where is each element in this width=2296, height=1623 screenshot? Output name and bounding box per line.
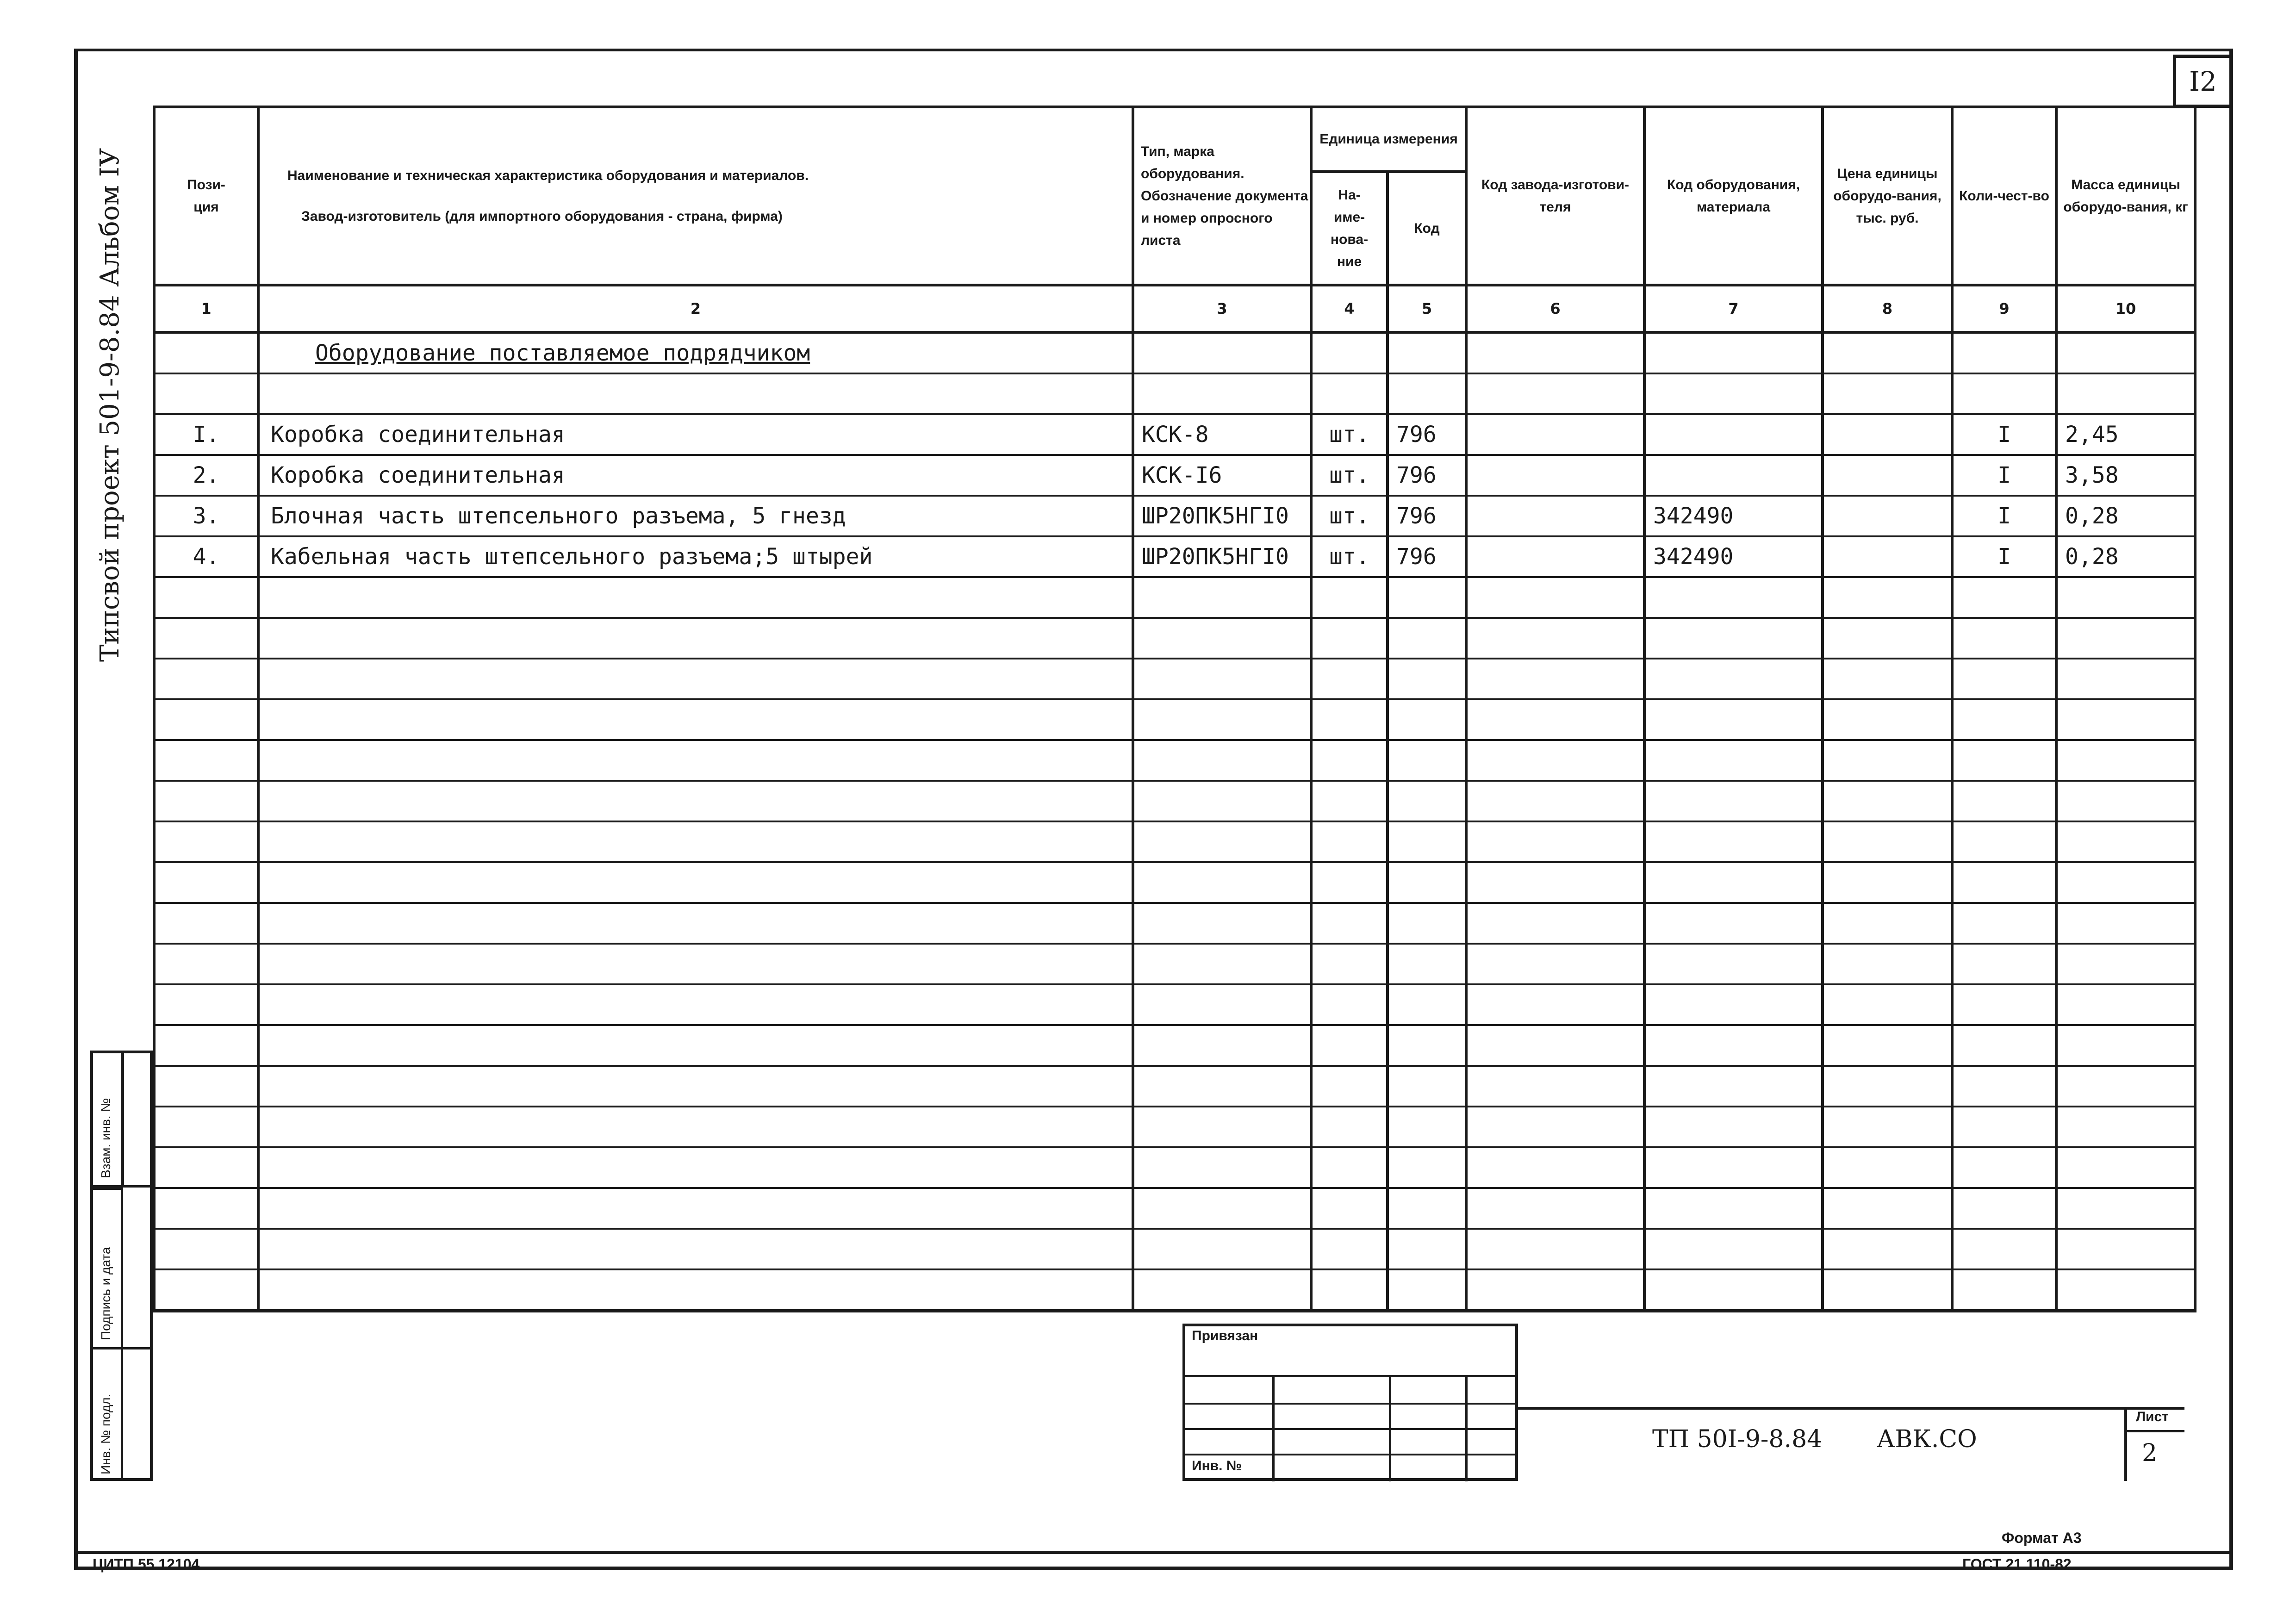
cell-equip-code [1644, 414, 1823, 455]
document-suffix: АВК.СО [1877, 1425, 1977, 1453]
column-number: 10 [2056, 285, 2195, 332]
cell-plant-code [1466, 455, 1644, 496]
cell-qty: I [1952, 414, 2056, 455]
header-unit-name: На- име- нова- ние [1311, 172, 1388, 285]
empty-row [154, 577, 2195, 618]
column-number: 4 [1311, 285, 1388, 332]
cell-pos: I. [154, 414, 258, 455]
cell-type: ШР20ПК5НГI0 [1133, 496, 1311, 536]
column-number: 7 [1644, 285, 1823, 332]
cell-price [1823, 496, 1952, 536]
header-price: Цена единицы оборудо-вания, тыс. руб. [1823, 107, 1952, 285]
column-number: 6 [1466, 285, 1644, 332]
cell-name: Коробка соединительная [258, 414, 1133, 455]
empty-row [154, 1066, 2195, 1107]
corner-sheet-number: I2 [2173, 55, 2233, 108]
cell-type: КСК-I6 [1133, 455, 1311, 496]
cell-unit-code: 796 [1388, 536, 1466, 577]
empty-row [154, 1025, 2195, 1066]
empty-row [154, 821, 2195, 862]
sheet-box-divider [2124, 1430, 2184, 1432]
cell-name: Кабельная часть штепсельного разъема;5 штырей [258, 536, 1133, 577]
cell-mass: 0,28 [2056, 496, 2195, 536]
cell-pos: 4. [154, 536, 258, 577]
empty-row [154, 1188, 2195, 1229]
footer-print-code: ЦИТП 55 12104 [93, 1556, 200, 1573]
empty-row [154, 781, 2195, 821]
cell-type: КСК-8 [1133, 414, 1311, 455]
empty-row [154, 984, 2195, 1025]
cell-plant-code [1466, 496, 1644, 536]
cell-unit-code: 796 [1388, 496, 1466, 536]
header-mass: Масса единицы оборудо-вания, кг [2056, 107, 2195, 285]
side-label-inv-original: Инв. № подл. [99, 1393, 113, 1474]
section-title-row [154, 332, 2195, 373]
cell-type: ШР20ПК5НГI0 [1133, 536, 1311, 577]
stamp-attached-label: Привязан [1192, 1328, 1258, 1343]
header-unit-group: Единица измерения [1311, 107, 1466, 172]
cell-unit: шт. [1311, 455, 1388, 496]
title-block [1518, 1407, 2184, 1484]
cell-name: Блочная часть штепсельного разъема, 5 гнезд [258, 496, 1133, 536]
header-plant-code: Код завода-изготови-теля [1466, 107, 1644, 285]
cell-unit-code: 796 [1388, 414, 1466, 455]
cell-unit: шт. [1311, 496, 1388, 536]
cell-qty: I [1952, 496, 2056, 536]
cell-unit-code: 796 [1388, 455, 1466, 496]
empty-row [154, 1147, 2195, 1188]
column-number: 5 [1388, 285, 1466, 332]
cell-unit: шт. [1311, 536, 1388, 577]
bottom-rule [74, 1551, 2233, 1554]
cell-price [1823, 455, 1952, 496]
table-row [154, 536, 2195, 577]
column-number: 3 [1133, 285, 1311, 332]
header-position: Пози- ция [154, 107, 258, 285]
table-row [154, 455, 2195, 496]
empty-row [154, 1269, 2195, 1311]
cell-name: Коробка соединительная [258, 455, 1133, 496]
empty-row [154, 1229, 2195, 1269]
column-number-row [154, 285, 2195, 332]
table-row [154, 414, 2195, 455]
sheet-number: 2 [2142, 1439, 2158, 1467]
empty-row [154, 373, 2195, 414]
column-number: 8 [1823, 285, 1952, 332]
footer-gost: ГОСТ 21.110-82 [1962, 1556, 2072, 1573]
empty-row [154, 1107, 2195, 1147]
specification-table [153, 106, 2196, 1312]
header-unit-code: Код [1388, 172, 1466, 285]
cell-equip-code: 342490 [1644, 496, 1823, 536]
cell-qty: I [1952, 455, 2056, 496]
cell-unit: шт. [1311, 414, 1388, 455]
cell-plant-code [1466, 536, 1644, 577]
header-name: Наименование и техническая характеристика оборудования и материалов. Завод-изготовитель (для импортного оборудования - страна, фирма) [258, 107, 1133, 285]
cell-mass: 2,45 [2056, 414, 2195, 455]
side-signature-strip [90, 1051, 153, 1481]
empty-row [154, 699, 2195, 740]
table-row [154, 496, 2195, 536]
stamp-inv-label: Инв. № [1192, 1458, 1242, 1474]
column-number: 2 [258, 285, 1133, 332]
cell-equip-code: 342490 [1644, 536, 1823, 577]
footer-format: Формат А3 [2002, 1530, 2082, 1546]
empty-row [154, 944, 2195, 984]
cell-mass: 3,58 [2056, 455, 2195, 496]
empty-row [154, 659, 2195, 699]
empty-row [154, 740, 2195, 781]
side-label-sign-date: Подпись и дата [99, 1247, 113, 1340]
cell-pos: 3. [154, 496, 258, 536]
empty-row [154, 903, 2195, 944]
cell-pos: 2. [154, 455, 258, 496]
cell-price [1823, 414, 1952, 455]
sheet-label: Лист [2136, 1409, 2169, 1424]
header-equipment-code: Код оборудования, материала [1644, 107, 1823, 285]
side-label-inv-replaced: Взам. инв. № [99, 1098, 113, 1178]
section-title: Оборудование поставляемое подрядчиком [315, 340, 810, 366]
cell-plant-code [1466, 414, 1644, 455]
empty-row [154, 618, 2195, 659]
empty-row [154, 862, 2195, 903]
cell-price [1823, 536, 1952, 577]
header-type: Тип, марка оборудования. Обозначение документа и номер опросного листа [1133, 107, 1311, 285]
attachment-stamp [1182, 1324, 1518, 1481]
side-project-title: Типсвой проект 501-9-8.84 Альбом IУ [95, 148, 125, 662]
column-number: 1 [154, 285, 258, 332]
column-number: 9 [1952, 285, 2056, 332]
cell-equip-code [1644, 455, 1823, 496]
document-code: ТП 50I-9-8.84 [1652, 1425, 1823, 1453]
cell-mass: 0,28 [2056, 536, 2195, 577]
cell-qty: I [1952, 536, 2056, 577]
header-quantity: Коли-чест-во [1952, 107, 2056, 285]
